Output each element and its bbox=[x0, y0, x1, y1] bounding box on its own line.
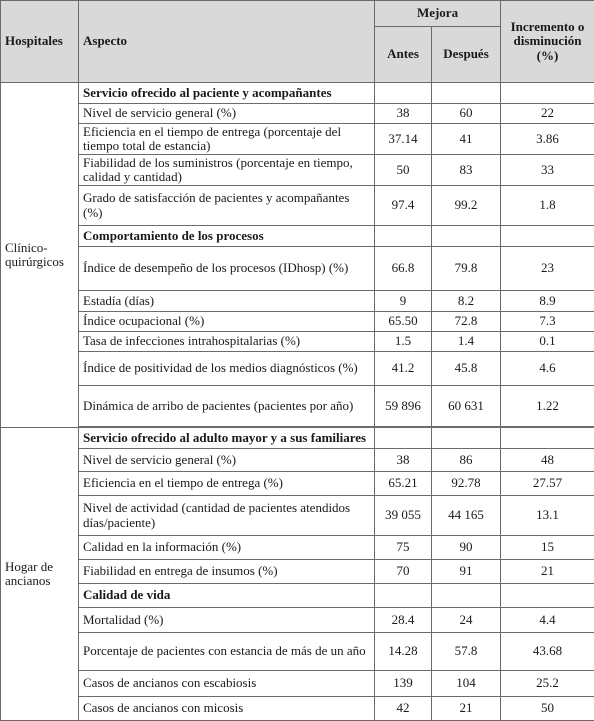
cell-antes: 38 bbox=[375, 449, 432, 472]
row-label: Índice de desempeño de los procesos (IDhosp) (%) bbox=[79, 247, 375, 291]
cell-incremento: 4.4 bbox=[501, 608, 594, 633]
cell-antes: 38 bbox=[375, 104, 432, 124]
cell-antes: 97.4 bbox=[375, 186, 432, 226]
cell-incremento: 0.1 bbox=[501, 332, 594, 352]
cell-despues: 41 bbox=[432, 124, 501, 155]
section-title: Servicio ofrecido al adulto mayor y a sus familiares bbox=[79, 428, 375, 449]
cell-incremento: 21 bbox=[501, 560, 594, 584]
row-label: Nivel de servicio general (%) bbox=[79, 449, 375, 472]
cell-despues: 92.78 bbox=[432, 472, 501, 496]
row-label: Eficiencia en el tiempo de entrega (%) bbox=[79, 472, 375, 496]
cell-incremento: 33 bbox=[501, 155, 594, 186]
cell-antes: 139 bbox=[375, 671, 432, 697]
cell-antes: 42 bbox=[375, 697, 432, 721]
cell-incremento: 27.57 bbox=[501, 472, 594, 496]
cell-despues: 8.2 bbox=[432, 291, 501, 312]
row-label: Grado de satisfacción de pacientes y acompañantes (%) bbox=[79, 186, 375, 226]
row-label: Eficiencia en el tiempo de entrega (porcentaje del tiempo total de estancia) bbox=[79, 124, 375, 155]
header-antes: Antes bbox=[375, 27, 432, 83]
row-label: Porcentaje de pacientes con estancia de más de un año bbox=[79, 633, 375, 671]
cell-antes: 39 055 bbox=[375, 496, 432, 536]
section-title: Servicio ofrecido al paciente y acompañantes bbox=[79, 83, 375, 104]
row-label: Tasa de infecciones intrahospitalarias (%) bbox=[79, 332, 375, 352]
cell-despues: 86 bbox=[432, 449, 501, 472]
cell-antes: 50 bbox=[375, 155, 432, 186]
cell-incremento: 3.86 bbox=[501, 124, 594, 155]
cell-incremento: 8.9 bbox=[501, 291, 594, 312]
cell-despues: 83 bbox=[432, 155, 501, 186]
row-label: Casos de ancianos con escabiosis bbox=[79, 671, 375, 697]
header-mejora: Mejora bbox=[375, 1, 501, 27]
cell-incremento: 48 bbox=[501, 449, 594, 472]
row-label: Mortalidad (%) bbox=[79, 608, 375, 633]
hospital-clinico-quirurgicos: Clínico-quirúrgicos bbox=[1, 83, 79, 428]
cell-incremento: 7.3 bbox=[501, 312, 594, 332]
header-despues: Después bbox=[432, 27, 501, 83]
cell-antes: 65.50 bbox=[375, 312, 432, 332]
cell-antes: 75 bbox=[375, 536, 432, 560]
cell-antes: 9 bbox=[375, 291, 432, 312]
cell-despues: 24 bbox=[432, 608, 501, 633]
row-label: Fiabilidad de los suministros (porcentaje en tiempo, calidad y cantidad) bbox=[79, 155, 375, 186]
cell-antes: 14.28 bbox=[375, 633, 432, 671]
cell-incremento: 50 bbox=[501, 697, 594, 721]
section-title: Calidad de vida bbox=[79, 584, 375, 608]
cell-incremento: 13.1 bbox=[501, 496, 594, 536]
cell-despues: 79.8 bbox=[432, 247, 501, 291]
section-title: Comportamiento de los procesos bbox=[79, 226, 375, 247]
row-label: Índice ocupacional (%) bbox=[79, 312, 375, 332]
row-label: Índice de positividad de los medios diagnósticos (%) bbox=[79, 352, 375, 386]
cell-antes: 28.4 bbox=[375, 608, 432, 633]
cell-despues: 60 bbox=[432, 104, 501, 124]
cell-despues: 45.8 bbox=[432, 352, 501, 386]
cell-incremento: 25.2 bbox=[501, 671, 594, 697]
header-hospitales: Hospitales bbox=[1, 1, 79, 83]
cell-antes: 66.8 bbox=[375, 247, 432, 291]
cell-incremento: 23 bbox=[501, 247, 594, 291]
cell-despues: 57.8 bbox=[432, 633, 501, 671]
row-label: Estadía (días) bbox=[79, 291, 375, 312]
cell-antes: 65.21 bbox=[375, 472, 432, 496]
cell-incremento: 4.6 bbox=[501, 352, 594, 386]
cell-despues: 44 165 bbox=[432, 496, 501, 536]
cell-despues: 104 bbox=[432, 671, 501, 697]
cell-despues: 21 bbox=[432, 697, 501, 721]
cell-antes: 41.2 bbox=[375, 352, 432, 386]
row-label: Dinámica de arribo de pacientes (pacientes por año) bbox=[79, 386, 375, 427]
row-label: Fiabilidad en entrega de insumos (%) bbox=[79, 560, 375, 584]
hospital-hogar-de-ancianos: Hogar de ancianos bbox=[1, 428, 79, 721]
row-label: Casos de ancianos con micosis bbox=[79, 697, 375, 721]
header-incremento: Incremento o disminución (%) bbox=[501, 1, 594, 83]
cell-despues: 99.2 bbox=[432, 186, 501, 226]
cell-despues: 1.4 bbox=[432, 332, 501, 352]
cell-incremento: 43.68 bbox=[501, 633, 594, 671]
row-label: Nivel de actividad (cantidad de pacientes atendidos días/paciente) bbox=[79, 496, 375, 536]
cell-antes: 1.5 bbox=[375, 332, 432, 352]
cell-antes: 70 bbox=[375, 560, 432, 584]
header-aspecto: Aspecto bbox=[79, 1, 375, 83]
cell-antes: 37.14 bbox=[375, 124, 432, 155]
cell-incremento: 1.8 bbox=[501, 186, 594, 226]
row-label: Calidad en la información (%) bbox=[79, 536, 375, 560]
cell-despues: 90 bbox=[432, 536, 501, 560]
cell-incremento: 15 bbox=[501, 536, 594, 560]
cell-despues: 60 631 bbox=[432, 386, 501, 427]
cell-antes: 59 896 bbox=[375, 386, 432, 427]
cell-despues: 91 bbox=[432, 560, 501, 584]
cell-despues: 72.8 bbox=[432, 312, 501, 332]
row-label: Nivel de servicio general (%) bbox=[79, 104, 375, 124]
cell-incremento: 1.22 bbox=[501, 386, 594, 427]
cell-incremento: 22 bbox=[501, 104, 594, 124]
